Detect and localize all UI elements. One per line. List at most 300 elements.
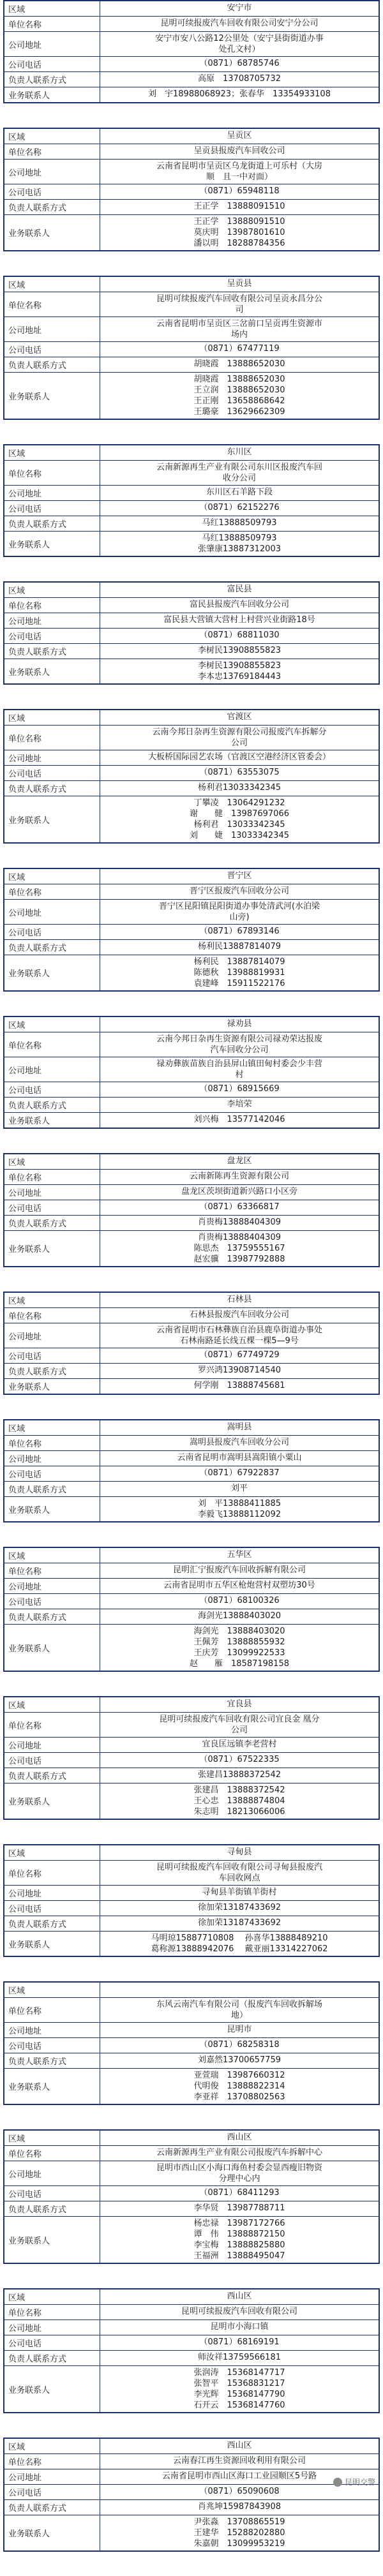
wechat-icon [333,2478,342,2487]
label-manager: 负责人联系方式 [4,644,100,659]
value-address [100,1323,379,1348]
value-line: 谢 健 13987697066 [190,809,289,819]
value-line: 东川区石羊路下段 [206,488,273,497]
value-line: 大板桥国际园艺农场（官渡区空港经济区管委会） [147,752,331,762]
label-address: 公司地址 [4,613,100,628]
label-contact: 业务联系人 [4,1497,100,1521]
value-line: 云南省昆明市呈贡区三岔前口呈贡再生资源市 [156,319,322,329]
value-line: 张建昌13888372542 [198,1770,281,1780]
value-line: 朱嘉朝 13099953219 [193,2539,285,2549]
row-unit [4,1308,379,1323]
label-phone: 公司电话 [4,1594,100,1609]
value-line: 处孔文村） [218,45,260,54]
value-line: 昆明可续报废汽车回收有限公司 [181,2307,297,2316]
row-phone [4,342,379,357]
row-region [4,583,379,598]
value-unit [100,1436,379,1450]
value-unit [100,1861,379,1885]
value-line: （0871）65948118 [199,186,280,196]
label-manager: 负责人联系方式 [4,1916,100,1931]
label-region: 区域 [4,2131,100,2145]
label-manager: 负责人联系方式 [4,1364,100,1378]
value-contact [100,2515,379,2550]
value-line: 杨利君 13033342345 [193,820,285,830]
label-phone: 公司电话 [4,1200,100,1215]
label-contact: 业务联系人 [4,1379,100,1394]
label-contact: 业务联系人 [4,1231,100,1266]
value-line: 杨利君13033342345 [198,783,281,793]
value-line: （0871）62152276 [199,503,280,512]
value-line: 张润涛 15368147717 [193,2368,285,2378]
label-contact: 业务联系人 [4,532,100,556]
row-unit [4,726,379,750]
value-line: 云南省昆明市石林彝族自治县鹿阜街道办事处 [156,1325,322,1335]
row-manager [4,72,379,87]
label-unit: 单位名称 [4,461,100,485]
label-unit: 单位名称 [4,884,100,899]
value-line: 刘嘉然13700657759 [198,2055,281,2065]
value-region: 宜良县 [100,1697,379,1712]
row-contact [4,2069,379,2104]
label-unit: 单位名称 [4,2146,100,2161]
row-region [4,1154,379,1170]
value-contact [100,796,379,842]
label-region: 区域 [4,1293,100,1307]
company-block [3,1844,380,1957]
value-line: 公司 [230,1725,248,1735]
value-line: 亚萱瑞 13987660312 [193,2071,285,2080]
row-address [4,2161,379,2186]
row-address [4,900,379,925]
label-address: 公司地址 [4,1451,100,1466]
label-unit: 单位名称 [4,1998,100,2022]
value-unit [100,1032,379,1057]
label-region: 区域 [4,1154,100,1169]
value-line: 村 [235,1070,244,1080]
row-phone [4,2485,379,2500]
row-region [4,1697,379,1713]
value-line: 云南今邦日杂再生资源有限公司禄劝荣达报废 [156,1034,322,1044]
value-region: 东川区 [100,445,379,460]
value-line: 李光辉 15368147790 [193,2390,285,2399]
value-phone [100,629,379,643]
value-line: 云南省昆明市呈贡区乌龙街道上可乐村（大房 [156,161,322,171]
label-contact: 业务联系人 [4,2366,100,2412]
value-phone [100,342,379,357]
label-manager: 负责人联系方式 [4,1609,100,1624]
company-block [3,2438,380,2552]
company-block [3,1419,380,1523]
value-address [100,32,379,56]
value-manager [100,72,379,87]
value-line: 寻甸县羊街镇羊街村 [202,1887,277,1897]
row-manager [4,516,379,532]
value-unit [100,2146,379,2161]
value-address [100,317,379,341]
value-line: 赵 雁 18587198158 [190,1659,289,1669]
company-block [3,1153,380,1267]
value-unit [100,17,379,31]
company-block [3,444,380,557]
row-contact [4,1497,379,1521]
row-region [4,277,379,292]
value-line: 李宝梅 13888825880 [193,2240,285,2250]
value-line: 东风云南汽车有限公司（报废汽车回收拆解场 [156,2000,322,2009]
company-block [3,0,380,103]
row-region [4,1293,379,1308]
company-block [3,709,380,844]
row-contact [4,1625,379,1671]
registry-sheet [3,0,380,2576]
row-manager [4,1609,379,1625]
label-unit: 单位名称 [4,1436,100,1450]
value-line: 昆明可续报废汽车回收有限公司寻甸县报废汽 [156,1863,322,1872]
row-unit [4,2454,379,2469]
row-phone [4,629,379,644]
row-region [4,1017,379,1032]
value-unit [100,1998,379,2022]
label-contact: 业务联系人 [4,373,100,419]
value-address [100,900,379,924]
value-manager [100,1216,379,1230]
value-unit [100,726,379,750]
row-unit [4,1436,379,1451]
value-unit [100,1713,379,1737]
value-line: 王佩芳 13888855932 [193,1637,285,1647]
row-contact [4,1932,379,1956]
value-line: 场内 [230,330,248,339]
value-line: 李华贤 13987788711 [193,2203,285,2213]
value-line: 王正刚 13658868642 [193,396,285,406]
value-line: 王建华 15288202880 [193,2528,285,2538]
row-contact [4,1379,379,1394]
row-address [4,317,379,342]
row-contact [4,1113,379,1128]
row-unit [4,1998,379,2023]
label-unit: 单位名称 [4,1308,100,1323]
value-region: 西山区 [100,2439,379,2453]
label-region: 区域 [4,1548,100,1563]
row-contact [4,373,379,419]
label-address: 公司地址 [4,317,100,341]
label-phone: 公司电话 [4,2485,100,2499]
label-address: 公司地址 [4,2161,100,2185]
label-region: 区域 [4,2439,100,2453]
value-line: 宜良匡远镇李老营村 [202,1739,277,1749]
value-manager [100,2351,379,2365]
value-line: 何学刚 13888745681 [193,1381,285,1390]
value-line: 石开云 15368147760 [193,2401,285,2410]
row-manager [4,1364,379,1379]
company-block [3,581,380,685]
value-address [100,2161,379,2185]
value-region: 嵩明县 [100,1420,379,1435]
value-line: （0871）68915669 [199,1084,280,1094]
row-contact [4,796,379,842]
row-region [4,2131,379,2146]
company-block [3,2129,380,2264]
label-address: 公司地址 [4,2320,100,2335]
value-line: （0871）68785746 [199,59,280,68]
label-contact: 业务联系人 [4,1625,100,1671]
row-manager [4,781,379,796]
value-manager [100,357,379,372]
value-manager [100,516,379,531]
row-phone [4,2186,379,2201]
value-line: （0871）67922837 [199,1468,280,1478]
label-unit: 单位名称 [4,598,100,613]
label-contact: 业务联系人 [4,2515,100,2550]
value-line: 地） [230,2011,248,2020]
value-phone [100,766,379,780]
value-line: 莫庆明 13987801610 [193,228,285,237]
value-line: 潘以明 18288784356 [193,239,285,248]
label-unit: 单位名称 [4,1713,100,1737]
row-phone [4,1901,379,1916]
value-line: 李本忠13769184443 [198,672,281,681]
label-region: 区域 [4,1017,100,1032]
row-unit [4,292,379,317]
value-line: 云南春江再生资源回收利用有限公司 [172,2456,306,2466]
company-block [3,2288,380,2413]
value-line: 司 [235,305,244,315]
label-region: 区域 [4,129,100,144]
value-line: 杨利民13887814079 [198,942,281,951]
row-unit [4,144,379,160]
value-line: 石林南路延长线五棵一棵5—9号 [180,1336,299,1346]
label-address: 公司地址 [4,160,100,184]
value-address [100,2023,379,2037]
row-contact [4,2217,379,2263]
value-unit [100,144,379,159]
label-region: 区域 [4,583,100,597]
value-region: 官渡区 [100,710,379,725]
label-manager: 负责人联系方式 [4,516,100,531]
value-line: 李亚祥 13708802563 [193,2092,285,2102]
value-line: 云南新陈再生资源有限公司 [189,1172,289,1181]
row-unit [4,2146,379,2161]
row-phone [4,925,379,940]
label-address: 公司地址 [4,1579,100,1593]
label-manager: 负责人联系方式 [4,200,100,214]
value-unit [100,2454,379,2469]
row-unit [4,1563,379,1579]
row-phone [4,1594,379,1609]
label-address: 公司地址 [4,1185,100,1200]
label-phone: 公司电话 [4,1753,100,1768]
row-region [4,2439,379,2454]
value-contact [100,2069,379,2104]
row-phone [4,184,379,200]
value-contact [100,1379,379,1394]
value-line: 刘 婕 13033342345 [190,831,289,840]
row-manager [4,940,379,955]
value-line: 禄劝彝族苗族自治县屏山镇田甸村委会少丰营 [156,1059,322,1069]
value-phone [100,1753,379,1768]
value-line: 代明俊 13888822314 [193,2081,285,2091]
value-line: 李培荣 [227,1099,252,1109]
row-contact [4,1231,379,1266]
label-phone: 公司电话 [4,766,100,780]
value-address [100,1738,379,1752]
row-address [4,32,379,57]
row-contact [4,2366,379,2412]
row-phone [4,2038,379,2053]
value-contact [100,87,379,102]
row-phone [4,1082,379,1098]
value-line: 马红13888509793 [202,518,277,528]
label-address: 公司地址 [4,750,100,765]
value-phone [100,1348,379,1363]
label-manager: 负责人联系方式 [4,2500,100,2515]
value-line: 肖贵梅13888404309 [198,1217,281,1227]
value-line: （0871）68258318 [199,2040,280,2050]
label-contact: 业务联系人 [4,1783,100,1819]
label-phone: 公司电话 [4,1466,100,1481]
value-line: 海剑光 13888403020 [193,1627,285,1636]
value-line: （0871）63366817 [199,1202,280,1212]
value-line: 张肇康13887312003 [198,544,281,554]
value-line: （0871）68100326 [199,1596,280,1605]
value-line: （0871）68811030 [199,630,280,640]
value-region: 西山区 [100,2131,379,2145]
value-contact [100,2217,379,2263]
row-phone [4,57,379,72]
value-contact [100,1231,379,1266]
value-unit [100,1563,379,1578]
value-region: 西山区 [100,2289,379,2304]
value-line: 李树民13908855823 [198,646,281,655]
row-manager [4,2500,379,2515]
value-manager [100,1916,379,1931]
row-region [4,2289,379,2305]
company-block [3,1696,380,1820]
value-line: 呈贡县报废汽车回收公司 [193,146,285,156]
value-contact [100,532,379,556]
row-region [4,869,379,884]
value-region: 呈贡区 [100,129,379,144]
value-line: 富民县报废汽车回收分公司 [189,600,289,609]
row-manager [4,644,379,659]
value-line: 王正学 13888091510 [193,202,285,211]
value-address [100,1451,379,1466]
company-block [3,1981,380,2105]
value-address [100,1579,379,1593]
value-line: 晋宁区报废汽车回收分公司 [189,886,289,896]
label-address: 公司地址 [4,2469,100,2484]
row-contact [4,659,379,683]
value-manager [100,1768,379,1783]
value-region: 安宁市 [100,1,379,16]
value-line: 张建昌 13888372542 [193,1785,285,1795]
value-line: 昆明市 [227,2025,252,2034]
value-unit [100,598,379,613]
value-line: 徐加荣13187433692 [198,1918,281,1928]
value-manager [100,940,379,955]
row-address [4,750,379,766]
row-address [4,160,379,184]
label-address: 公司地址 [4,2023,100,2037]
value-unit [100,292,379,316]
value-line: 胡晓霞 13888652030 [193,359,285,369]
label-manager: 负责人联系方式 [4,72,100,87]
label-region: 区域 [4,1845,100,1860]
value-line: 胡晓霞 13888652030 [193,375,285,384]
label-region: 区域 [4,1420,100,1435]
value-line: 葛称源13888942076 戴亚丽13314227062 [151,1944,328,1954]
value-line: 云南新源再生产业有限公司东川区报废汽车回 [156,463,322,472]
label-contact: 业务联系人 [4,955,100,990]
row-phone [4,766,379,781]
value-line: 汽车回收分公司 [210,1045,269,1055]
row-address [4,486,379,501]
value-line: 王立润 13888652030 [193,385,285,395]
label-manager: 负责人联系方式 [4,2201,100,2216]
label-manager: 负责人联系方式 [4,1216,100,1230]
value-line: （0871）63553075 [199,768,280,777]
value-line: 高原 13708705732 [198,74,281,84]
value-line: 云南今邦日杂再生资源有限公司报废汽车拆解分 [152,727,327,737]
label-region: 区域 [4,710,100,725]
value-unit [100,1170,379,1184]
label-address: 公司地址 [4,1057,100,1082]
row-contact [4,532,379,556]
row-region [4,1,379,17]
value-contact [100,2366,379,2412]
label-region: 区域 [4,277,100,292]
label-unit: 单位名称 [4,1861,100,1885]
value-address [100,750,379,765]
label-manager: 负责人联系方式 [4,940,100,955]
value-line: 石林县报废汽车回收分公司 [189,1310,289,1320]
value-region [100,1983,379,1997]
label-region: 区域 [4,445,100,460]
label-address: 公司地址 [4,486,100,500]
value-phone [100,501,379,516]
label-unit: 单位名称 [4,292,100,316]
label-phone: 公司电话 [4,1348,100,1363]
row-contact [4,2515,379,2550]
value-contact [100,1497,379,1521]
value-region: 富民县 [100,583,379,597]
label-address: 公司地址 [4,1323,100,1348]
row-region [4,129,379,144]
row-contact [4,87,379,102]
watermark [333,2476,375,2487]
row-contact [4,955,379,990]
row-address [4,2023,379,2038]
value-unit [100,2305,379,2319]
watermark-text: 昆明交警 [344,2478,375,2487]
label-phone: 公司电话 [4,57,100,71]
label-region: 区域 [4,1983,100,1997]
row-unit [4,1032,379,1057]
value-phone [100,2186,379,2201]
label-unit: 单位名称 [4,144,100,159]
row-manager [4,1916,379,1932]
value-line: （0871）68169191 [199,2337,280,2347]
value-manager [100,1098,379,1112]
value-unit [100,461,379,485]
company-block [3,128,380,251]
label-phone: 公司电话 [4,342,100,357]
value-contact [100,1625,379,1671]
company-block [3,1547,380,1672]
row-unit [4,17,379,32]
value-contact [100,1113,379,1128]
value-manager [100,1609,379,1624]
value-address [100,2320,379,2335]
